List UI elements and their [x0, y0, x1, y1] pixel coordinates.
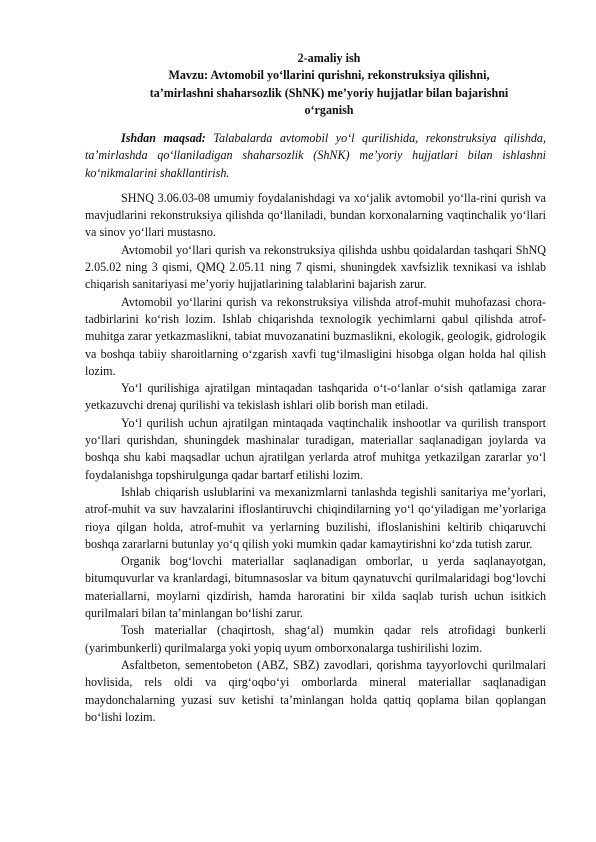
body-paragraph: Ishlab chiqarish uslublarini va mexanizmlarni tanlashda tegishli sanitariya me’yorlari, atrof-muhit va suv havzalarini ifloslantiruvchi chiqindilarning yo‘l qo‘yiladigan me’yorlariga rioya qilgan holda, atrof-muhit va yerlarning buzilishi, ifloslanishini keltirib chiqaruvchi boshqa zararlarni butunlay yo‘q qilish yoki mumkin qadar kamaytirishni ko‘zda tutish zarur. — [85, 484, 546, 551]
body-paragraph: Organik bog‘lovchi materiallar saqlanadigan omborlar, u yerda saqlanayotgan, bitumquvurlar va kranlardagi, bitumnasoslar va bitum qaynatuvchi qurilmalaridagi bog‘lovchi materiallarni, moylarni qizdirish, hamda haroratini bir xilda saqlab turish uchun isitkich qurilmalari bilan ta’minlangan bo‘lishi zarur. — [85, 554, 546, 621]
topic-line-2: ta’mirlashni shaharsozlik (ShNK) me’yoriy hujjatlar bilan bajarishni — [149, 85, 509, 100]
practical-work-heading: 2-amaliy ish — [297, 51, 361, 65]
title-block — [112, 50, 546, 119]
body-paragraph: Avtomobil yo‘llarini qurish va rekonstruksiya vilishda atrof-muhit muhofazasi chora-tadbirlarini ko‘rish lozim. Ishlab chiqarishda texnologik yechimlarni qabul qilishda atrof-muhitga zarar yetkazmaslikni, tabiat muvozanatini buzmaslikni, ekologik, geologik, gidrologik va boshqa tabiiy sharoitlarning o‘zgarish xavfi tug‘ilmasligini hisobga olgan holda hal qilish lozim. — [85, 294, 546, 378]
body-paragraph: Yo‘l qurilishiga ajratilgan mintaqadan tashqarida o‘t-o‘lanlar o‘sish qatlamiga zarar yetkazuvchi drenaj qurilishi va tekislash ishlari olib borish man etiladi. — [85, 381, 546, 413]
body-paragraph: Tosh materiallar (chaqirtosh, shag‘al) mumkin qadar rels atrofidagi bunkerli (yarimbunkerli) qurilmalarga yoki yopiq uyum omborxonalarga tushirilishi lozim. — [85, 623, 546, 655]
purpose-text: Talabalarda avtomobil yo‘l qurilishida, rekonstruksiya qilishda, ta’mirlashda qo‘llaniladigan shaharsozlik (ShNK) me’yoriy hujjatlari bilan ishlashni ko‘nikmalarini shakllantirish. — [85, 131, 546, 180]
topic-line-1: Mavzu: Avtomobil yo‘llarini qurishni, rekonstruksiya qilishni, — [168, 68, 490, 83]
topic-line-3: o‘rganish — [304, 102, 354, 117]
purpose-paragraph — [85, 130, 546, 182]
body-paragraph: Asfaltbeton, sementobeton (ABZ, SBZ) zavodlari, qorishma tayyorlovchi qurilmalari hovlisida, rels oldi va qirg‘oqbo‘yi omborlarda mineral materiallar saqlanadigan maydonchalarning yuzasi suv ketishi ta’minlangan holda qattiq qoplama bilan qoplangan bo‘lishi lozim. — [85, 657, 546, 724]
body-paragraph: SHNQ 3.06.03-08 umumiy foydalanishdagi va xo‘jalik avtomobil yo‘lla-rini qurish va mavjudlarini rekonstruksiya qilishda qo‘llaniladi, bundan korxonalarning vaqtinchalik yo‘llari va sinov yo‘llari mustasno. — [85, 190, 546, 240]
purpose-label: Ishdan maqsad: — [121, 131, 206, 145]
body-paragraph: Yo‘l qurilish uchun ajratilgan mintaqada vaqtinchalik inshootlar va qurilish transport yo‘llari qurishdan, shuningdek mashinalar turadigan, materiallar saqlanadigan joylarda va boshqa shu kabi maqsadlar uchun ajratilgan yerlarda atrof muhitga yetkazilgan zararlar yo‘l foydalanishga topshirulgunga qadar bartarf etilishi lozim. — [85, 415, 546, 482]
body-paragraph: Avtomobil yo‘llari qurish va rekonstruksiya qilishda ushbu qoidalardan tashqari ShNQ 2.05.02 ning 3 qismi, QMQ 2.05.11 ning 7 qismi, shuningdek xavfsizlik texnikasi va ishlab chiqarish sanitariyasi me’yoriy hujjatlarining talablarini bajarish zarur. — [85, 242, 546, 292]
document-body — [85, 130, 546, 726]
